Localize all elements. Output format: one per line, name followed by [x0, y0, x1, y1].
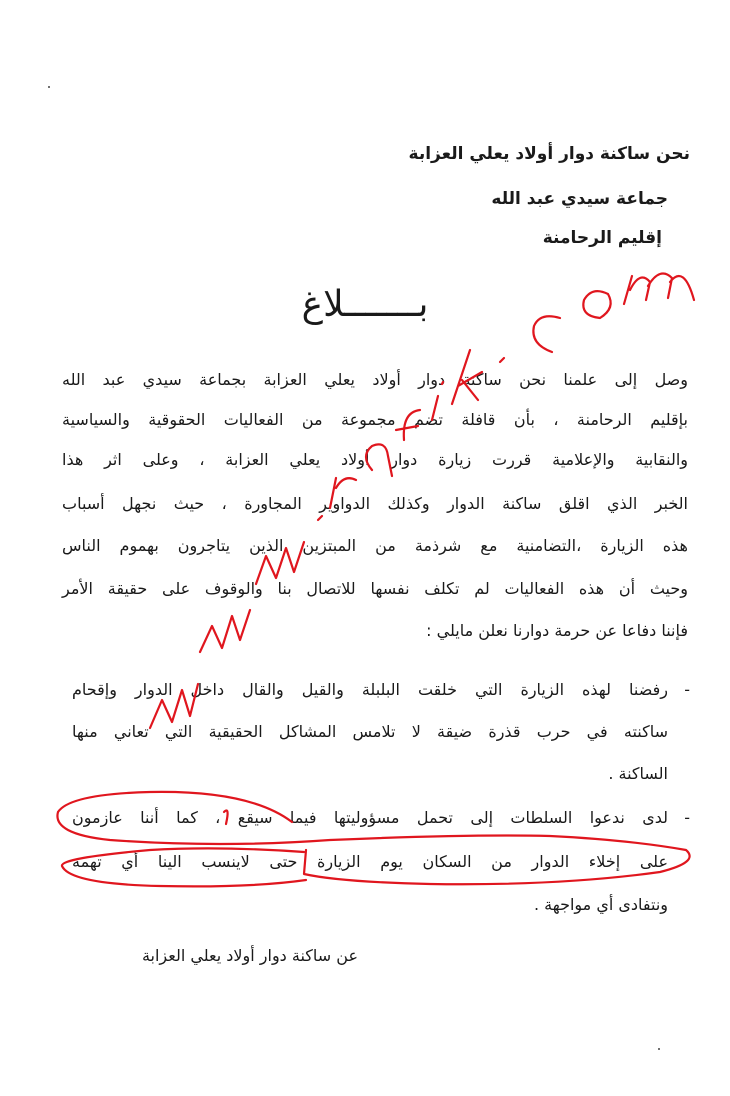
scan-speck: [48, 86, 50, 88]
header-line-residents: نحن ساكنة دوار أولاد يعلي العزابة: [408, 144, 690, 164]
body-line: وصل إلى علمنا نحن ساكنة دوار أولاد يعلي العزابة بجماعة سيدي عبد الله: [62, 370, 688, 389]
scribble-dot2: [500, 358, 504, 362]
bullet-dash: -: [684, 808, 690, 827]
signature-line: عن ساكنة دوار أولاد يعلي العزابة: [141, 946, 358, 965]
bullet-line: رفضنا لهذه الزيارة التي خلقت البلبلة والقيل والقال داخل الدوار وإقحام: [72, 680, 668, 699]
body-line: هذه الزيارة ،التضامنية مع شرذمة من المبتزين الذين يتاجرون بهموم الناس: [62, 536, 688, 555]
body-line: والنقابية والإعلامية قررت زيارة دوار أولاد يعلي العزابة ، وعلى اثر هذا: [62, 450, 688, 469]
header-line-commune: جماعة سيدي عبد الله: [491, 189, 668, 209]
bullet-line: الساكنة .: [608, 764, 668, 783]
bullet-line: لدى ندعوا السلطات إلى تحمل مسؤوليتها فيما سيقع ، كما أننا عازمون: [72, 808, 668, 827]
body-line: الخبر الذي اقلق ساكنة الدوار وكذلك الدواوير المجاورة ، حيث نجهل أسباب: [62, 494, 688, 513]
bullet-dash: -: [684, 680, 690, 699]
scan-speck: [658, 1048, 660, 1050]
scribble-dot: [318, 516, 322, 520]
header-line-province: إقليم الرحامنة: [542, 228, 662, 248]
body-line: فإننا دفاعا عن حرمة دوارنا نعلن مايلي :: [426, 621, 688, 640]
bullet-line: على إخلاء الدوار من السكان يوم الزيارة حتى لاينسب الينا أي تهمة: [72, 852, 668, 871]
document-title: بـــــــلاغ: [301, 284, 429, 325]
bullet-line: ساكنته في حرب قذرة ضيقة لا تلامس المشاكل الحقيقية التي تعاني منها: [72, 722, 668, 741]
body-line: بإقليم الرحامنة ، بأن قافلة تضم مجموعة من الفعاليات الحقوقية والسياسية: [62, 410, 688, 429]
body-line: وحيث أن هذه الفعاليات لم تكلف نفسها للاتصال بنا والوقوف على حقيقة الأمر: [62, 579, 688, 598]
bullet-line: ونتفادى أي مواجهة .: [533, 895, 668, 914]
